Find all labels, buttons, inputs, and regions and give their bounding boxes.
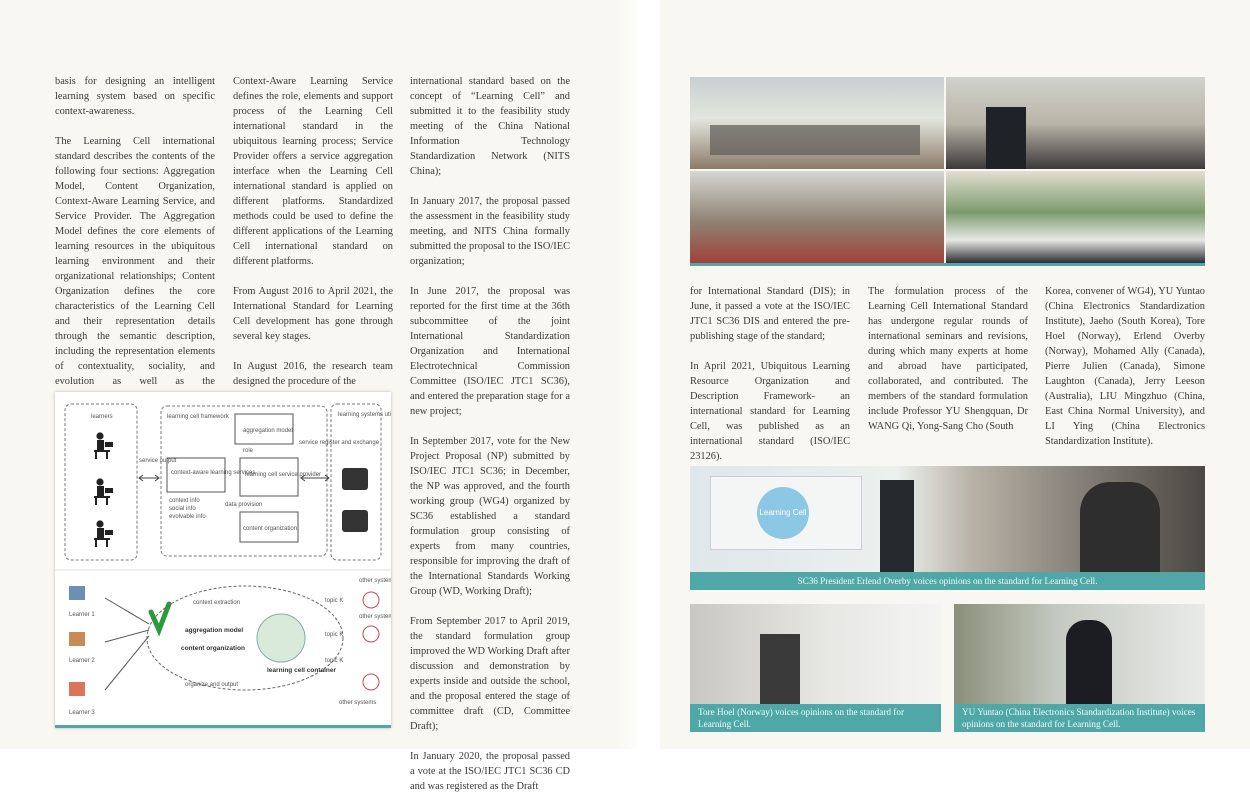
service-provider-label: learning cell service provider [245,472,322,478]
paragraph: Korea, convener of WG4), YU Yuntao (China Electronics Standardization Institute), Jaeho (South Korea), Tore Hoel (Norway), Erlend Overby (Norway), Mohamed Ally (Canada), Pierre Julien (Canada), Simone Laughton (Canada), Jerry Leeson (Australia), LIU Mingzhuo (China, East China Normal University), and LI Ying (China Electronics Standardization Institute). [1045,286,1205,447]
meeting-photo [946,171,1205,263]
yuntao-photo [954,604,1205,704]
page-gutter [616,0,660,749]
caption-text: YU Yuntao (China Electronics Standardization Institute) voices [962,707,1196,717]
caption-text: Tore Hoel (Norway) voices opinions on the standard for [698,707,905,717]
register-exchange-label: service register and exchange [299,440,380,446]
right-page [660,0,1250,749]
text-column-6 [1045,284,1205,464]
aggregation-model-label: aggregation model [243,428,293,434]
figure-rule [55,725,391,728]
meeting-photo-collage [690,77,1205,266]
content-organization-label: content organization [243,526,298,532]
speaker-figure [880,480,914,572]
caption-text: SC36 President Erlend Overby voices opinions on the standard for Learning Cell. [797,576,1098,586]
paragraph: basis for designing an intelligent learning system based on specific context-awareness. [55,76,215,117]
evolvable-info-label: evolvable info [169,514,206,520]
left-page [0,0,616,792]
hoel-figure [760,634,800,704]
learner-photos [69,586,85,696]
learner-figures [94,432,113,547]
organize-output-label: organize and output [185,682,239,688]
topic-label: topic K [325,598,344,604]
framework-diagram-figure [55,392,391,728]
paragraph: The formulation process of the Learning Cell International Standard has undergone regular rounds of international seminars and revisions, during which many experts at home and abroad have participated, collaborated, and contributed. The members of the standard formulation include Professor YU Shengquan, Dr WANG Qi, Yong-Sang Cho (South [868,286,1028,432]
learners-label: learners [91,414,113,420]
slide-logo: Learning Cell [757,487,809,539]
meeting-photo [690,171,944,263]
collage-rule [690,263,1205,266]
arrow [139,475,159,481]
text-column-4 [690,284,850,479]
context-info-label: context info [169,498,200,504]
container-label: learning cell container [267,667,336,674]
paragraph: In August 2016, the research team designed the procedure of the [233,361,393,387]
role-label: role [243,448,254,454]
text-column-5 [868,284,1028,449]
caption-text: Learning Cell. [698,719,752,729]
bottom-content-organization-label: content organization [181,645,245,652]
other-system-label: other system [359,614,391,620]
social-info-label: social info [169,506,196,512]
systems-label: learning systems ut [338,412,390,418]
paragraph: From August 2016 to April 2021, the International Standard for Learning Cell development has gone through several key stages. [233,286,393,342]
paragraph: The Learning Cell international standard describes the contents of the following four sections: Aggregation Model, Content Organization, Context-Aware Learning Service, and Service Provider. The Aggregation Model defines the core elements of learning resources in the ubiquitous learning environment and their organizational relationships; Content Organization defines the core characteristics of the Learning Cell and their representation details through the semantic description, including the representation elements of contextuality, sociality, and evolution as well as the [55,136,215,387]
check-mark-icon [151,604,169,630]
learner-1-label: Learner 1 [69,612,95,618]
caption-text: opinions on the standard for Learning Cell. [962,719,1121,729]
yuntao-caption [954,704,1205,732]
system-icons [363,592,379,690]
bottom-aggregation-label: aggregation model [185,627,244,634]
text-column-3 [410,74,570,809]
text-column-1 [55,74,215,419]
topic-label: topic K [325,658,344,664]
learner-2-label: Learner 2 [69,658,95,664]
service-output-label: service output [139,458,177,464]
paragraph: international standard based on the concept of “Learning Cell” and submitted it to the feasibility study meeting of the China National Information Technology Standardization Network (NITS China); [410,76,570,177]
meeting-photo [690,77,944,169]
topic-label: topic K [325,632,344,638]
hoel-caption [690,704,941,732]
data-provision-label: data provision [225,502,263,508]
context-extraction-label: context extraction [193,600,241,606]
server-icon [342,468,368,532]
paragraph: In September 2017, vote for the New Project Proposal (NP) submitted by ISO/IEC JTC1 SC36; in December, the NP was approved, and the fourth working group (WG4) organized by SC36 established a standard formulation group consisting of experts from many countries, responsible for improving the draft of the International Standards Working Group (WD, Working Draft); [410,436,570,597]
paragraph: In January 2017, the proposal passed the assessment in the feasibility study meeting, and NITS China formally submitted the proposal to the ISO/IEC organization; [410,196,570,267]
context-aware-label: context-aware learning services [171,470,256,476]
overby-figure [1080,482,1160,572]
yuntao-figure [1066,620,1112,704]
paragraph: In June 2017, the proposal was reported for the first time at the 36th subcommittee of the joint International Standardization Organization and International Electrotechnical Commission Committee (ISO/IEC JTC1 SC36), and entered the preparation stage for a new project; [410,286,570,417]
cell-cluster [257,614,305,662]
paragraph: In April 2021, Ubiquitous Learning Resource Organization and Description Framework- an international standard for Learning Cell, was published as an international standard (ISO/IEC 23126). [690,361,850,462]
paragraph: From September 2017 to April 2019, the standard formulation group improved the WD Working Draft after discussion and demonstration by experts inside and outside the school, and the proposal entered the stage of committee draft (CD, Committee Draft); [410,616,570,732]
paragraph: In January 2020, the proposal passed a vote at the ISO/IEC JTC1 SC36 CD and was registered as the Draft [410,751,570,792]
other-system-label: other system [359,578,391,584]
framework-diagram [55,392,391,728]
overby-photo [690,466,1205,572]
paragraph: for International Standard (DIS); in June, it passed a vote at the ISO/IEC JTC1 SC36 DIS and entered the pre-publishing stage of the standard; [690,286,850,342]
overby-caption [690,572,1205,590]
framework-label: learning cell framework [167,414,229,420]
text-column-2 [233,74,393,404]
container-ellipse [147,586,343,690]
meeting-photo [946,77,1205,169]
learner-3-label: Learner 3 [69,710,95,716]
other-systems-label: other systems [339,700,377,706]
hoel-photo [690,604,941,704]
projection-slide [710,476,862,550]
paragraph: Context-Aware Learning Service defines the role, elements and support process of the Learning Cell international standard in the ubiquitous learning process; Service Provider offers a service aggregation interface when the Learning Cell international standard is applied on different platforms. Standardized methods could be used to define the different applications of the Learning Cell international standard on different platforms. [233,76,393,267]
